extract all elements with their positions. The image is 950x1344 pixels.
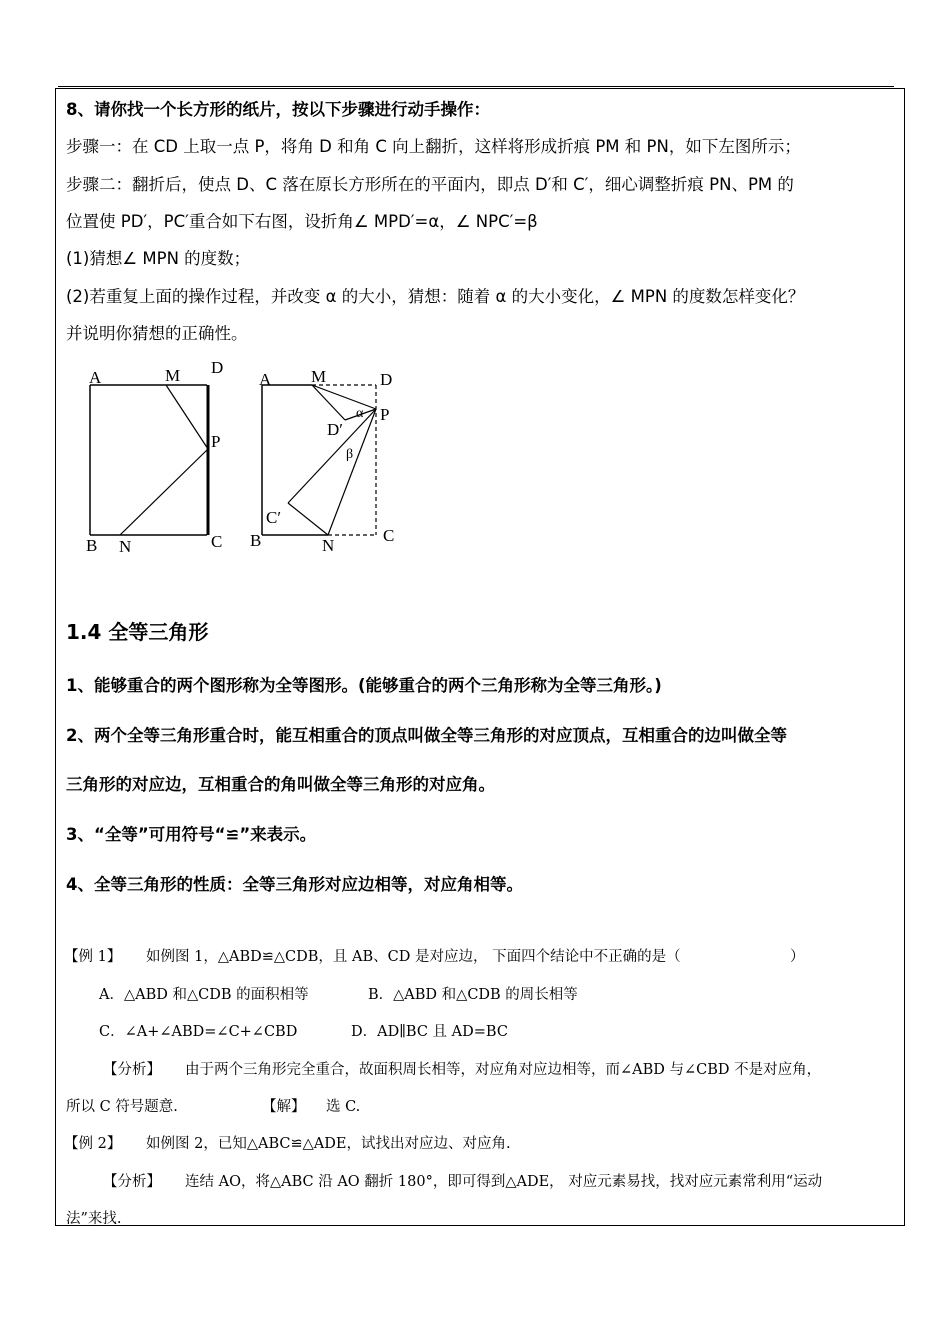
example2-stem: 如例图 2，已知△ABC≌△ADE，试找出对应边、对应角. — [146, 1136, 511, 1152]
section-point-1: 1、能够重合的两个图形称为全等图形。(能够重合的两个三角形称为全等三角形。) — [66, 676, 662, 695]
example1-option-a: A．△ABD 和△CDB 的面积相等 — [99, 987, 309, 1003]
label-C: C — [211, 532, 223, 551]
example2-analysis-line1: 连结 AO，将△ABC 沿 AO 翻折 180°，即可得到△ADE， 对应元素易找，找对应元素常利用“运动 — [185, 1174, 823, 1190]
label-D-prime: D′ — [327, 420, 343, 439]
section-title: 1.4 全等三角形 — [66, 620, 209, 644]
label-D: D — [211, 358, 224, 377]
example1-analysis-label: 【分析】 — [103, 1062, 161, 1078]
section-point-3: 3、“全等”可用符号“≌”来表示。 — [66, 825, 317, 844]
example1-solve-label: 【解】 — [262, 1099, 306, 1115]
problem8-step2-line1: 步骤二：翻折后，使点 D、C 落在原长方形所在的平面内，即点 D′和 C′，细心调整折痕 PN、PM 的 — [66, 175, 794, 194]
example1-solve: 选 C. — [326, 1099, 361, 1115]
fold-figure-right — [250, 360, 410, 560]
example2-label: 【例 2】 — [64, 1136, 122, 1152]
label-M: M — [311, 367, 327, 386]
section-point-4: 4、全等三角形的性质：全等三角形对应边相等，对应角相等。 — [66, 875, 523, 894]
example2-analysis-line2: 法”来找. — [66, 1211, 122, 1227]
example1-option-b: B．△ABD 和△CDB 的周长相等 — [368, 987, 578, 1003]
label-A: A — [259, 370, 272, 389]
label-alpha: α — [356, 406, 364, 421]
header-rule — [58, 86, 894, 87]
problem8-step2-line2: 位置使 PD′，PC′重合如下右图，设折角∠ MPD′=α，∠ NPC′=β — [66, 212, 538, 231]
label-D: D — [380, 370, 393, 389]
example1-analysis-line1: 由于两个三角形完全重合，故面积周长相等，对应角对应边相等，而∠ABD 与∠CBD 不是对应角， — [185, 1062, 822, 1078]
problem8-step1: 步骤一：在 CD 上取一点 P，将角 D 和角 C 向上翻折，这样将形成折痕 PM 和 PN，如下左图所示； — [66, 137, 801, 156]
label-B: B — [250, 531, 262, 550]
example1-analysis-line2: 所以 C 符号题意. — [66, 1099, 178, 1115]
example1-option-d: D．AD∥BC 且 AD=BC — [351, 1024, 508, 1040]
example1-label: 【例 1】 — [64, 949, 122, 965]
label-beta: β — [346, 447, 354, 462]
label-P: P — [380, 405, 390, 424]
label-C: C — [383, 526, 395, 545]
problem8-question1: (1)猜想∠ MPN 的度数； — [66, 249, 251, 268]
label-N: N — [322, 536, 335, 555]
label-P: P — [211, 432, 221, 451]
problem8-title: 8、请你找一个长方形的纸片，按以下步骤进行动手操作： — [66, 100, 490, 119]
label-A: A — [89, 368, 102, 387]
problem8-question2-line1: (2)若重复上面的操作过程，并改变 α 的大小，猜想：随着 α 的大小变化，∠ MPN 的度数怎样变化？ — [66, 287, 805, 306]
example1-stem: 如例图 1，△ABD≌△CDB，且 AB、CD 是对应边， 下面四个结论中不正确的是（ — [146, 949, 681, 965]
example1-paren: ） — [790, 949, 805, 965]
section-point-2-line2: 三角形的对应边，互相重合的角叫做全等三角形的对应角。 — [66, 775, 495, 794]
label-B: B — [86, 536, 98, 555]
label-N: N — [119, 537, 132, 556]
example1-option-c: C．∠A+∠ABD=∠C+∠CBD — [99, 1024, 298, 1040]
section-point-2-line1: 2、两个全等三角形重合时，能互相重合的顶点叫做全等三角形的对应顶点，互相重合的边叫做全等 — [66, 726, 787, 745]
label-M: M — [165, 366, 181, 385]
fold-figure-left — [80, 355, 240, 560]
example2-analysis-label: 【分析】 — [103, 1174, 161, 1190]
problem8-question2-line2: 并说明你猜想的正确性。 — [66, 324, 248, 343]
label-C-prime: C′ — [266, 508, 282, 527]
